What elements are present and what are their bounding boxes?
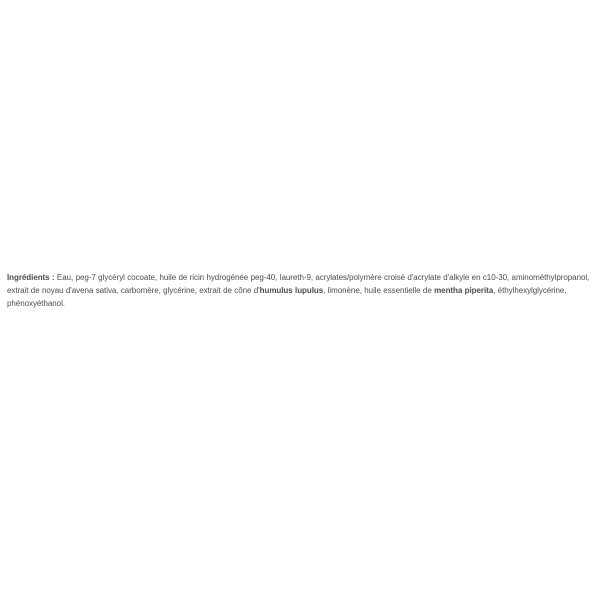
ingredients-block	[7, 271, 595, 310]
ingredient-mentha-piperita: mentha piperita	[434, 286, 494, 295]
ingredients-paragraph	[7, 271, 595, 310]
ingredients-text-part-2: , limonène, huile essentielle de	[323, 286, 435, 295]
ingredient-humulus-lupulus: humulus lupulus	[259, 286, 324, 295]
ingredients-label: Ingrédients :	[7, 273, 55, 282]
ingredients-text-part-1: Eau, peg-7 glycéryl cocoate, huile de ricin hydrogénée peg-40, laureth-9, acrylates/polymère croisé d'acrylate d'alkyle en c10-30, aminométhylpropanol, extrait de noyau d'avena sativa, carbomère, glycérine, extrait de cône d'	[7, 273, 590, 295]
ingredients-text-part-3: , éthylhexylglycérine, phénoxyéthanol.	[7, 286, 567, 308]
